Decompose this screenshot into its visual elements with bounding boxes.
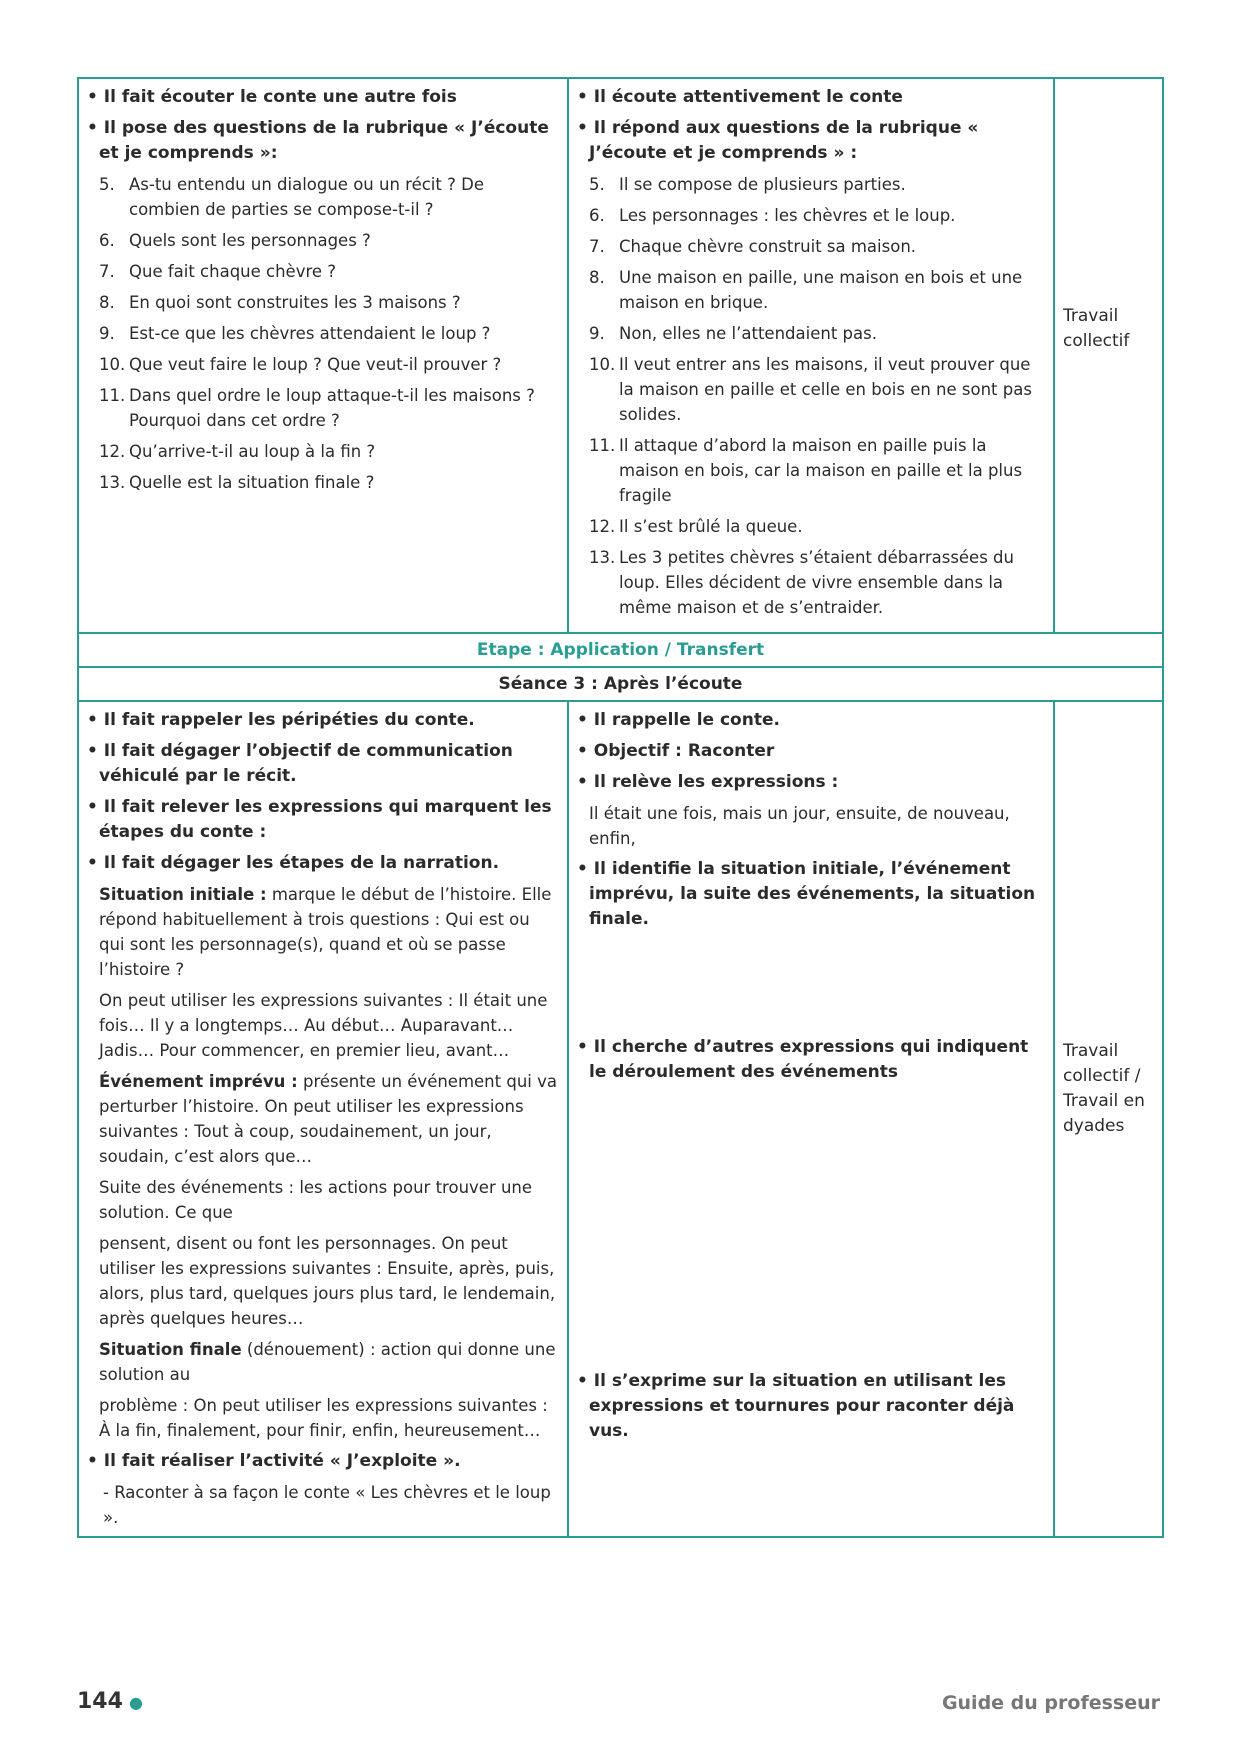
item-text: Chaque chèvre construit sa maison.: [619, 237, 917, 256]
item-text: Quelle est la situation finale ?: [129, 473, 375, 492]
student-bullet: • Il répond aux questions de la rubrique « J’écoute et je comprends » :: [577, 116, 1045, 166]
student-bullet: • Il rappelle le conte.: [577, 708, 1045, 733]
student-bullet: • Il relève les expressions :: [577, 770, 1045, 795]
item-text: Une maison en paille, une maison en bois et une maison en brique.: [619, 268, 1023, 312]
list-item: [87, 470, 559, 495]
item-text: As-tu entendu un dialogue ou un récit ? De combien de parties se compose-t-il ?: [129, 175, 484, 219]
item-number: 12.: [589, 517, 616, 536]
teacher-activities-cell: [78, 78, 568, 633]
lesson-table-wrapper: [77, 77, 1162, 1538]
list-item: [577, 203, 1045, 228]
situation-initiale-expressions: On peut utiliser les expressions suivantes : Il était une fois… Il y a longtemps… Au début… Auparavant… Jadis… Pour commencer, en premier lieu, avant…: [99, 991, 548, 1060]
work-mode-cell: [1054, 701, 1163, 1537]
page-number: [77, 1689, 143, 1714]
teacher-bullet: • Il fait relever les expressions qui marquent les étapes du conte :: [87, 795, 559, 845]
answer-list: [577, 172, 1045, 620]
teacher-bullet: • Il fait dégager l’objectif de communication véhiculé par le récit.: [87, 739, 559, 789]
table-row: [78, 701, 1163, 1537]
item-text: Que veut faire le loup ? Que veut-il prouver ?: [129, 355, 502, 374]
student-bullet: • Objectif : Raconter: [577, 739, 1045, 764]
item-text: Qu’arrive-t-il au loup à la fin ?: [129, 442, 376, 461]
list-item: [577, 265, 1045, 315]
teacher-bullet: • Il fait dégager les étapes de la narration.: [87, 851, 559, 876]
situation-finale-text: (dénouement) : action qui donne une solution au: [99, 1340, 556, 1384]
item-text: Quels sont les personnages ?: [129, 231, 371, 250]
item-number: 9.: [99, 324, 115, 343]
list-item: [87, 228, 559, 253]
item-number: 11.: [99, 386, 126, 405]
item-text: Est-ce que les chèvres attendaient le loup ?: [129, 324, 491, 343]
list-item: [87, 321, 559, 346]
list-item: [577, 234, 1045, 259]
item-number: 10.: [99, 355, 126, 374]
teacher-bullet: • Il fait réaliser l’activité « J’exploite ».: [87, 1449, 559, 1474]
list-item: [577, 545, 1045, 620]
item-number: 8.: [589, 268, 605, 287]
student-expressions: Il était une fois, mais un jour, ensuite, de nouveau, enfin,: [589, 804, 1010, 848]
etape-heading: Etape : Application / Transfert: [78, 633, 1163, 667]
student-bullet: • Il s’exprime sur la situation en utilisant les expressions et tournures pour raconter déjà vus.: [577, 1369, 1045, 1444]
list-item: [577, 321, 1045, 346]
item-number: 13.: [589, 548, 616, 567]
list-item: [87, 439, 559, 464]
work-mode-cell: [1054, 78, 1163, 633]
student-bullet: • Il cherche d’autres expressions qui indiquent le déroulement des événements: [577, 1035, 1045, 1085]
table-row: [78, 78, 1163, 633]
work-mode: Travail collectif / Travail en dyades: [1063, 1041, 1145, 1136]
teacher-bullet: • Il fait rappeler les péripéties du conte.: [87, 708, 559, 733]
item-number: 12.: [99, 442, 126, 461]
list-item: [87, 383, 559, 433]
item-text: Il s’est brûlé la queue.: [619, 517, 803, 536]
item-number: 9.: [589, 324, 605, 343]
item-text: Les 3 petites chèvres s’étaient débarrassées du loup. Elles décident de vivre ensemble dans la même maison et de s’entraider.: [619, 548, 1014, 617]
student-bullet: • Il identifie la situation initiale, l’événement imprévu, la suite des événements, la situation finale.: [577, 857, 1045, 932]
item-text: Dans quel ordre le loup attaque-t-il les maisons ? Pourquoi dans cet ordre ?: [129, 386, 535, 430]
situation-initiale-label: Situation initiale :: [99, 885, 267, 904]
question-list: [87, 172, 559, 495]
teacher-bullet: • Il pose des questions de la rubrique « J’écoute et je comprends »:: [87, 116, 559, 166]
list-item: [87, 259, 559, 284]
page-number-text: 144: [77, 1689, 123, 1714]
item-number: 8.: [99, 293, 115, 312]
evenement-imprevu-text: présente un événement qui va perturber l’histoire. On peut utiliser les expressions suivantes : Tout à coup, soudainement, un jour, soudain, c’est alors que…: [99, 1072, 557, 1166]
student-activities-cell: [568, 701, 1054, 1537]
list-item: [87, 352, 559, 377]
item-number: 7.: [589, 237, 605, 256]
item-text: Il se compose de plusieurs parties.: [619, 175, 906, 194]
list-item: [87, 172, 559, 222]
item-number: 6.: [99, 231, 115, 250]
list-item: [577, 172, 1045, 197]
item-text: Les personnages : les chèvres et le loup.: [619, 206, 956, 225]
bullet-dot-icon: ●: [128, 1692, 143, 1712]
situation-finale-continued: problème : On peut utiliser les expressions suivantes : À la fin, finalement, pour finir, enfin, heureusement…: [99, 1396, 548, 1440]
item-text: Non, elles ne l’attendaient pas.: [619, 324, 877, 343]
seance-heading: Séance 3 : Après l’écoute: [78, 667, 1163, 701]
item-number: 5.: [99, 175, 115, 194]
suite-evenements-continued: pensent, disent ou font les personnages. On peut utiliser les expressions suivantes : Ensuite, après, puis, alors, plus tard, quelques jours plus tard, le lendemain, après quelques heures…: [99, 1234, 556, 1328]
situation-initiale-paragraph: [87, 882, 559, 982]
item-number: 5.: [589, 175, 605, 194]
table-row: [78, 667, 1163, 701]
item-text: Il attaque d’abord la maison en paille puis la maison en bois, car la maison en paille et la plus fragile: [619, 436, 1023, 505]
suite-evenements-paragraph: Suite des événements : les actions pour trouver une solution. Ce que: [99, 1178, 533, 1222]
item-number: 6.: [589, 206, 605, 225]
list-item: [577, 352, 1045, 427]
item-text: Que fait chaque chèvre ?: [129, 262, 337, 281]
book-title: Guide du professeur: [941, 1692, 1160, 1714]
item-text: Il veut entrer ans les maisons, il veut prouver que la maison en paille et celle en bois en ne sont pas solides.: [619, 355, 1032, 424]
list-item: [87, 290, 559, 315]
teacher-bullet: • Il fait écouter le conte une autre fois: [87, 85, 559, 110]
list-item: [577, 433, 1045, 508]
lesson-table: [77, 77, 1164, 1538]
evenement-imprevu-paragraph: [87, 1069, 559, 1169]
student-activities-cell: [568, 78, 1054, 633]
evenement-imprevu-label: Événement imprévu :: [99, 1072, 298, 1091]
teacher-activities-cell: [78, 701, 568, 1537]
situation-finale-paragraph: [87, 1337, 559, 1387]
item-text: En quoi sont construites les 3 maisons ?: [129, 293, 461, 312]
student-bullet: • Il écoute attentivement le conte: [577, 85, 1045, 110]
work-mode: Travail collectif: [1063, 305, 1130, 351]
item-number: 7.: [99, 262, 115, 281]
activity-instruction: - Raconter à sa façon le conte « Les chèvres et le loup ».: [103, 1483, 551, 1527]
item-number: 13.: [99, 473, 126, 492]
situation-initiale-text: marque le début de l’histoire. Elle répond habituellement à trois questions : Qui est ou qui sont les personnage(s), quand et où se passe l’histoire ?: [99, 885, 552, 979]
item-number: 11.: [589, 436, 616, 455]
table-row: [78, 633, 1163, 667]
situation-finale-label: Situation finale: [99, 1340, 242, 1359]
list-item: [577, 514, 1045, 539]
item-number: 10.: [589, 355, 616, 374]
